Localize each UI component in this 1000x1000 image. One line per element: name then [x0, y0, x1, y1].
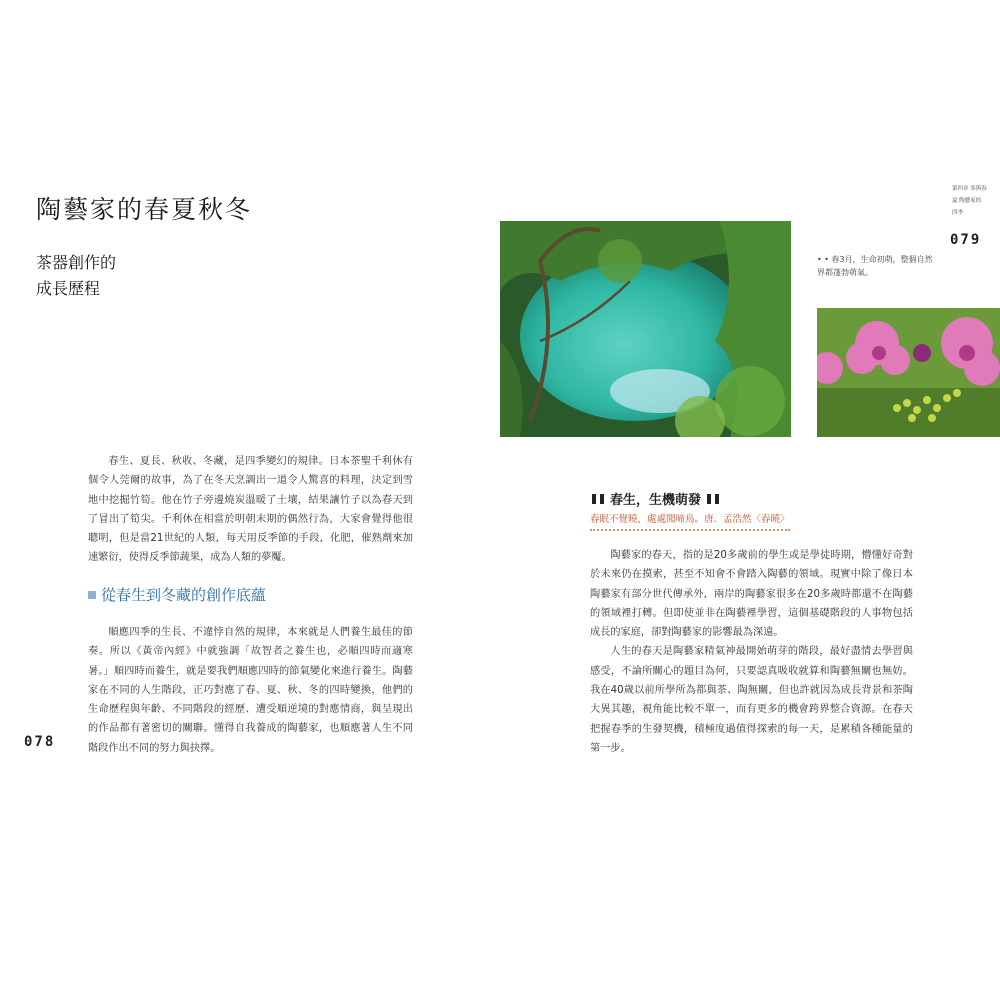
- section-block: [88, 623, 413, 758]
- square-bullet-icon: [88, 591, 96, 599]
- page-title: 陶藝家的春夏秋冬: [36, 195, 253, 224]
- section-heading: [88, 584, 266, 605]
- flower-illustration: [817, 308, 1000, 437]
- lake-illustration: [500, 221, 791, 437]
- page-subtitle: [36, 250, 116, 302]
- section-heading-text: 從春生到冬藏的創作底蘊: [101, 586, 267, 604]
- section-paragraph: 順應四季的生長、不違悖自然的規律，本來就是人們養生最佳的節奏。所以《黃帝內經》中就強調「故智者之養生也，必順四時而適寒暑。」順四時而養生，就是要我們順應四時的節氣變化來進行養生。陶藝家在不同的人生階段，正巧對應了春、夏、秋、冬的四時變換，他們的生命歷程與年齡、不同階段的經歷、遭受順逆境的對應情商，與呈現出的作品都有著密切的關聯。懂得自我養成的陶藝家，也順應著人生不同階段作出不同的努力與抉擇。: [88, 627, 413, 754]
- subtitle-line-2: 成長歷程: [36, 279, 101, 298]
- spring-heading: [590, 489, 721, 508]
- spring-paragraph-1: 陶藝家的春天，指的是20多歲前的學生或是學徒時期，懵懂好奇對於未來仍在摸索，甚至不知會不會踏入陶藝的領域。現實中除了像日本陶藝家有部分世代傳承外，兩岸的陶藝家很多在20多歲時都還不在陶藝的領域裡打轉。但即使並非在陶藝裡學習，這個基礎階段的人事物包括成長的家庭，卻對陶藝家的影響最為深遠。: [590, 550, 913, 639]
- chapter-label: 第四章 茶與春夏 陶藝家的 四季: [952, 186, 987, 216]
- photo-caption: • • 春3月，生命初萌，整個自然界都蓬勃萌氣。: [817, 255, 933, 277]
- spring-paragraph-2: 人生的春天是陶藝家精氣神最開始萌芽的階段，最好盡情去學習與感受，不論所關心的題目為何，只要認真吸收就算和陶藝無關也無妨。我在40歲以前所學所為都與茶、陶無關，但也許就因為成長背景和茶陶大異其趣，視角能比較不單一，而有更多的機會跨界整合資源。在春天把握春季的生發契機，積極度過值得探索的每一天，是累積各種能量的第一步。: [590, 646, 913, 754]
- page-number-left: 078: [24, 734, 56, 750]
- flower-photo: [817, 308, 1000, 437]
- page-number-right: 079: [950, 232, 982, 248]
- spring-heading-text: 春生，生機萌發: [610, 493, 702, 508]
- intro-block: [88, 452, 413, 568]
- spring-block: [590, 546, 913, 758]
- intro-paragraph: 春生、夏長、秋收、冬藏，是四季變幻的規律。日本茶聖千利休有個令人莞爾的故事，為了在冬天烹調出一道令人驚喜的料理，決定到雪地中挖掘竹筍。他在竹子旁邊燒炭溫暖了土壤，結果讓竹子以為春天到了冒出了筍尖。千利休在相當於明朝末期的偶然行為，大家會覺得他很聰明，但是當21世紀的人類，每天用反季節的手段，化肥，催熟劑來加速繁衍，使得反季節蔬果，成為人類的夢魘。: [88, 456, 413, 564]
- lake-photo: [500, 221, 791, 437]
- block-bullet-icon: [592, 494, 596, 504]
- block-bullet-icon: [715, 494, 719, 504]
- subtitle-line-1: 茶器創作的: [36, 253, 117, 272]
- poem-quote: 春眠不覺曉，處處聞啼鳥。唐．孟浩然〈春曉〉: [590, 511, 790, 531]
- block-bullet-icon: [707, 494, 711, 504]
- block-bullet-icon: [600, 494, 604, 504]
